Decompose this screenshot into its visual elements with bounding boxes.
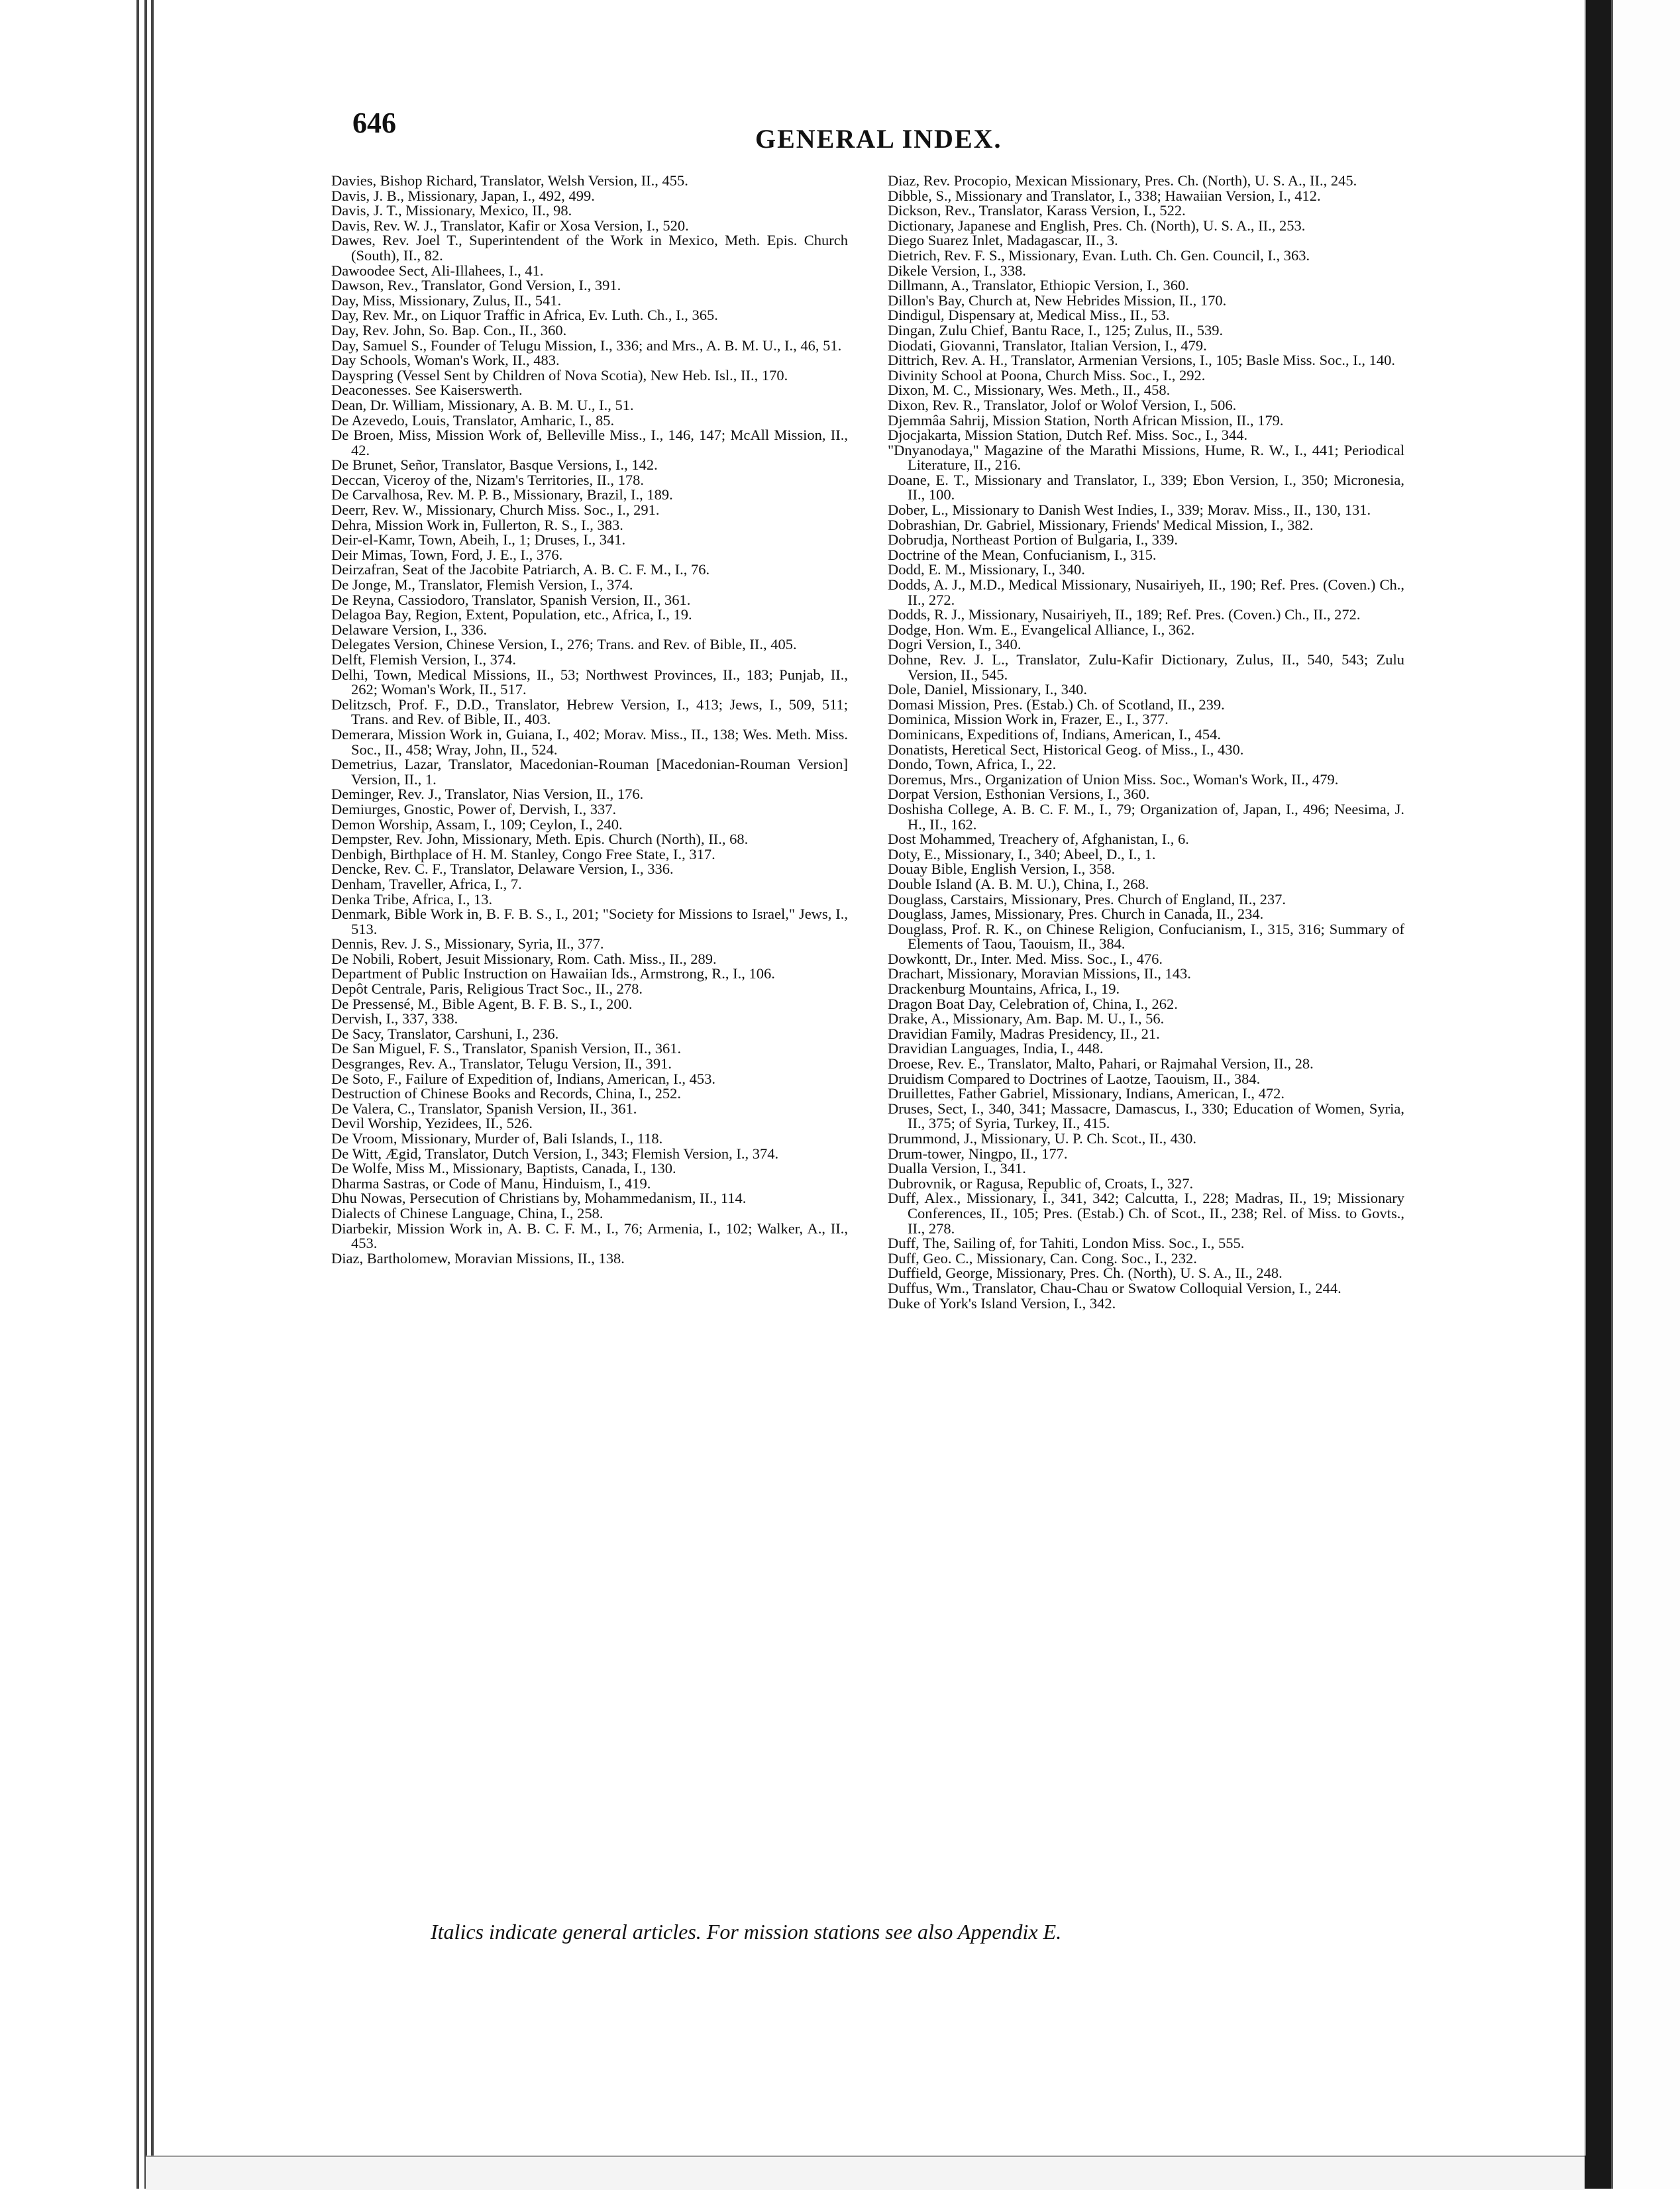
page-stack-edge [144, 0, 147, 2189]
index-entry: Dawoodee Sect, Ali-Illahees, I., 41. [331, 262, 544, 279]
index-entry: Desgranges, Rev. A., Translator, Telugu Version, II., 391. [331, 1055, 672, 1072]
index-entry: Donatists, Heretical Sect, Historical Geog. of Miss., I., 430. [888, 741, 1244, 758]
facing-page-edge [1611, 0, 1680, 2189]
index-entry: Dencke, Rev. C. F., Translator, Delaware Version, I., 336. [331, 860, 674, 878]
index-entry: Dialects of Chinese Language, China, I., 258. [331, 1204, 604, 1222]
index-entry: Destruction of Chinese Books and Records, China, I., 252. [331, 1085, 682, 1102]
index-entry: Diodati, Giovanni, Translator, Italian Version, I., 479. [888, 337, 1207, 354]
index-entry: Day, Rev. Mr., on Liquor Traffic in Africa, Ev. Luth. Ch., I., 365. [331, 307, 718, 324]
index-entry: Dixon, Rev. R., Translator, Jolof or Wolof Version, I., 506. [888, 396, 1237, 413]
index-entry: De Soto, F., Failure of Expedition of, Indians, American, I., 453. [331, 1070, 715, 1087]
index-entry: Dhu Nowas, Persecution of Christians by, Mohammedanism, II., 114. [331, 1190, 747, 1207]
index-entry: De Carvalhosa, Rev. M. P. B., Missionary, Brazil, I., 189. [331, 486, 673, 503]
index-entry: Department of Public Instruction on Hawaiian Ids., Armstrong, R., I., 106. [331, 965, 775, 982]
index-entry: Drum-tower, Ningpo, II., 177. [888, 1145, 1068, 1162]
index-entry: Dodd, E. M., Missionary, I., 340. [888, 561, 1085, 578]
index-entry: Dober, L., Missionary to Danish West Indies, I., 339; Morav. Miss., II., 130, 131. [888, 501, 1371, 519]
index-entry: Depôt Centrale, Paris, Religious Tract Soc., II., 278. [331, 980, 643, 998]
index-entry: Drummond, J., Missionary, U. P. Ch. Scot., II., 430. [888, 1130, 1197, 1147]
index-entry: Dikele Version, I., 338. [888, 262, 1026, 279]
index-entry: Dittrich, Rev. A. H., Translator, Armenian Versions, I., 105; Basle Miss. Soc., I., 140. [888, 352, 1395, 369]
index-entry: Demerara, Mission Work in, Guiana, I., 402; Morav. Miss., II., 138; Wes. Meth. Miss. Soc., II., 458; Wray, John, II., 524. [331, 725, 848, 758]
index-entry: Duff, Geo. C., Missionary, Can. Cong. Soc., I., 232. [888, 1249, 1197, 1267]
index-entry: Dawson, Rev., Translator, Gond Version, I., 391. [331, 277, 621, 294]
index-entry: Dibble, S., Missionary and Translator, I., 338; Hawaiian Version, I., 412. [888, 187, 1321, 204]
index-entry: Delagoa Bay, Region, Extent, Population, etc., Africa, I., 19. [331, 606, 692, 623]
index-entry: Dravidian Languages, India, I., 448. [888, 1040, 1104, 1057]
index-entry: Druses, Sect, I., 340, 341; Massacre, Damascus, I., 330; Education of Women, Syria, II., 375; of Syria, Turkey, II., 415. [888, 1100, 1404, 1132]
index-entry: De Broen, Miss, Mission Work of, Belleville Miss., I., 146, 147; McAll Mission, II., 42. [331, 427, 848, 458]
index-entry: De Reyna, Cassiodoro, Translator, Spanish Version, II., 361. [331, 591, 691, 608]
index-entry: Dobrashian, Dr. Gabriel, Missionary, Friends' Medical Mission, I., 382. [888, 516, 1314, 533]
index-entry: De Valera, C., Translator, Spanish Version, II., 361. [331, 1100, 637, 1117]
index-entry: Djocjakarta, Mission Station, Dutch Ref. Miss. Soc., I., 344. [888, 427, 1248, 444]
index-entry: Day Schools, Woman's Work, II., 483. [331, 352, 560, 369]
page-bottom-edge [146, 2156, 1585, 2190]
index-entry: Delaware Version, I., 336. [331, 621, 488, 638]
index-entry: Delitzsch, Prof. F., D.D., Translator, Hebrew Version, I., 413; Jews, I., 509, 511; Trans. and Rev. of Bible, II., 403. [331, 696, 848, 728]
index-entry: Dean, Dr. William, Missionary, A. B. M. U., I., 51. [331, 396, 634, 413]
index-entry: Dost Mohammed, Treachery of, Afghanistan, I., 6. [888, 831, 1189, 848]
index-entry: Dowkontt, Dr., Inter. Med. Miss. Soc., I., 476. [888, 950, 1163, 967]
index-entry: De San Miguel, F. S., Translator, Spanish Version, II., 361. [331, 1040, 682, 1057]
index-entry: Dictionary, Japanese and English, Pres. Ch. (North), U. S. A., II., 253. [888, 217, 1306, 234]
index-entry: Deir-el-Kamr, Town, Abeih, I., 1; Druses, I., 341. [331, 531, 626, 548]
index-entry: Dodds, R. J., Missionary, Nusairiyeh, II., 189; Ref. Pres. (Coven.) Ch., II., 272. [888, 606, 1361, 623]
index-entry: Druillettes, Father Gabriel, Missionary, Indians, American, I., 472. [888, 1085, 1285, 1102]
index-entry: Dietrich, Rev. F. S., Missionary, Evan. Luth. Ch. Gen. Council, I., 363. [888, 246, 1310, 264]
index-entry: Dodge, Hon. Wm. E., Evangelical Alliance, I., 362. [888, 621, 1195, 638]
index-entry: Denka Tribe, Africa, I., 13. [331, 890, 493, 908]
index-entry: De Sacy, Translator, Carshuni, I., 236. [331, 1025, 559, 1042]
index-entry: Douglass, Carstairs, Missionary, Pres. Church of England, II., 237. [888, 890, 1286, 908]
index-entry: Dempster, Rev. John, Missionary, Meth. Epis. Church (North), II., 68. [331, 831, 749, 848]
index-entry: Dobrudja, Northeast Portion of Bulgaria, I., 339. [888, 531, 1179, 548]
index-entry: Doane, E. T., Missionary and Translator, I., 339; Ebon Version, I., 350; Micronesia, II., 100. [888, 471, 1404, 503]
index-entry: Dodds, A. J., M.D., Medical Missionary, Nusairiyeh, II., 190; Ref. Pres. (Coven.) Ch., II., 272. [888, 576, 1404, 608]
index-entry: Davis, Rev. W. J., Translator, Kafir or Xosa Version, I., 520. [331, 217, 689, 234]
index-entry: Day, Miss, Missionary, Zulus, II., 541. [331, 291, 562, 309]
index-entry: Duke of York's Island Version, I., 342. [888, 1294, 1116, 1312]
index-entry: De Pressensé, M., Bible Agent, B. F. B. S., I., 200. [331, 995, 633, 1012]
index-entry: Devil Worship, Yezidees, II., 526. [331, 1115, 533, 1132]
index-entry: Day, Samuel S., Founder of Telugu Mission, I., 336; and Mrs., A. B. M. U., I., 46, 51. [331, 337, 842, 354]
index-column-right [888, 174, 1404, 1311]
index-entry: Day, Rev. John, So. Bap. Con., II., 360. [331, 321, 567, 339]
index-entry: Deirzafran, Seat of the Jacobite Patriarch, A. B. C. F. M., I., 76. [331, 561, 710, 578]
page-footer-note: Italics indicate general articles. For mission stations see also Appendix E. [431, 1920, 1062, 1944]
index-entry: Duff, The, Sailing of, for Tahiti, London Miss. Soc., I., 555. [888, 1235, 1245, 1252]
index-entry: Deminger, Rev. J., Translator, Nias Version, II., 176. [331, 786, 644, 803]
index-entry: Duffus, Wm., Translator, Chau-Chau or Swatow Colloquial Version, I., 244. [888, 1279, 1341, 1296]
index-entry: Drachart, Missionary, Moravian Missions, II., 143. [888, 965, 1191, 982]
index-entry: Davis, J. T., Missionary, Mexico, II., 98. [331, 202, 572, 219]
index-entry: Denham, Traveller, Africa, I., 7. [331, 875, 522, 892]
index-entry: Dorpat Version, Esthonian Versions, I., 360. [888, 786, 1150, 803]
index-entry: Diarbekir, Mission Work in, A. B. C. F. M., I., 76; Armenia, I., 102; Walker, A., II., 453. [331, 1220, 848, 1252]
index-entry: Double Island (A. B. M. U.), China, I., 268. [888, 875, 1149, 892]
index-entry: De Nobili, Robert, Jesuit Missionary, Rom. Cath. Miss., II., 289. [331, 950, 717, 967]
page-header: GENERAL INDEX. [755, 124, 1002, 154]
index-entry: Delft, Flemish Version, I., 374. [331, 651, 516, 668]
index-column-left [331, 174, 848, 1266]
index-entry: Dehra, Mission Work in, Fullerton, R. S., I., 383. [331, 516, 623, 533]
index-entry: Dixon, M. C., Missionary, Wes. Meth., II., 458. [888, 382, 1171, 399]
index-entry: Dohne, Rev. J. L., Translator, Zulu-Kafir Dictionary, Zulus, II., 540, 543; Zulu Version, II., 545. [888, 651, 1404, 683]
index-entry: Douglass, James, Missionary, Pres. Church in Canada, II., 234. [888, 906, 1264, 923]
index-entry: Djemmâa Sahrij, Mission Station, North African Mission, II., 179. [888, 411, 1284, 429]
index-entry: Demon Worship, Assam, I., 109; Ceylon, I., 240. [331, 815, 623, 833]
book-gutter [1585, 0, 1611, 2189]
index-entry: Duffield, George, Missionary, Pres. Ch. (North), U. S. A., II., 248. [888, 1265, 1283, 1282]
index-entry: Diaz, Rev. Procopio, Mexican Missionary, Pres. Ch. (North), U. S. A., II., 245. [888, 172, 1357, 189]
page-number: 646 [352, 107, 396, 139]
index-entry: Dayspring (Vessel Sent by Children of Nova Scotia), New Heb. Isl., II., 170. [331, 366, 788, 384]
index-entry: Dubrovnik, or Ragusa, Republic of, Croats, I., 327. [888, 1174, 1194, 1192]
index-entry: Diaz, Bartholomew, Moravian Missions, II., 138. [331, 1249, 625, 1267]
index-entry: Denmark, Bible Work in, B. F. B. S., I., 201; "Society for Missions to Israel," Jews, I., 513. [331, 906, 848, 937]
index-entry: Drake, A., Missionary, Am. Bap. M. U., I., 56. [888, 1010, 1165, 1027]
index-entry: Davis, J. B., Missionary, Japan, I., 492, 499. [331, 187, 595, 204]
index-entry: De Wolfe, Miss M., Missionary, Baptists, Canada, I., 130. [331, 1160, 676, 1177]
index-entry: Denbigh, Birthplace of H. M. Stanley, Congo Free State, I., 317. [331, 845, 715, 862]
index-entry: Dragon Boat Day, Celebration of, China, I., 262. [888, 995, 1178, 1012]
index-entry: Deir Mimas, Town, Ford, J. E., I., 376. [331, 546, 563, 563]
index-entry: Dingan, Zulu Chief, Bantu Race, I., 125; Zulus, II., 539. [888, 321, 1224, 339]
index-entry: Drackenburg Mountains, Africa, I., 19. [888, 980, 1120, 998]
index-entry: Dole, Daniel, Missionary, I., 340. [888, 681, 1087, 698]
index-entry: Douay Bible, English Version, I., 358. [888, 860, 1116, 878]
index-entry: De Vroom, Missionary, Murder of, Bali Islands, I., 118. [331, 1130, 663, 1147]
index-entry: Delegates Version, Chinese Version, I., 276; Trans. and Rev. of Bible, II., 405. [331, 636, 797, 653]
index-entry: Domasi Mission, Pres. (Estab.) Ch. of Scotland, II., 239. [888, 696, 1225, 713]
index-entry: Droese, Rev. E., Translator, Malto, Pahari, or Rajmahal Version, II., 28. [888, 1055, 1314, 1072]
index-entry: Deerr, Rev. W., Missionary, Church Miss. Soc., I., 291. [331, 501, 660, 519]
index-entry: Dominicans, Expeditions of, Indians, American, I., 454. [888, 725, 1222, 743]
index-entry: Dogri Version, I., 340. [888, 636, 1022, 653]
index-entry: Dawes, Rev. Joel T., Superintendent of the Work in Mexico, Meth. Epis. Church (South), II., 82. [331, 232, 848, 264]
index-entry: Doty, E., Missionary, I., 340; Abeel, D., I., 1. [888, 845, 1156, 862]
index-entry: Douglass, Prof. R. K., on Chinese Religion, Confucianism, I., 315, 316; Summary of Elements of Taou, Taouism, II., 384. [888, 920, 1404, 953]
index-entry: Dickson, Rev., Translator, Karass Version, I., 522. [888, 202, 1186, 219]
index-entry: Demiurges, Gnostic, Power of, Dervish, I., 337. [331, 800, 617, 817]
index-entry: Davies, Bishop Richard, Translator, Welsh Version, II., 455. [331, 172, 688, 189]
scan-margin-left [0, 0, 139, 2189]
index-entry: Dillon's Bay, Church at, New Hebrides Mission, II., 170. [888, 291, 1227, 309]
index-entry: Deaconesses. See Kaiserswerth. [331, 382, 523, 399]
index-entry: Dindigul, Dispensary at, Medical Miss., II., 53. [888, 307, 1170, 324]
index-entry: Diego Suarez Inlet, Madagascar, II., 3. [888, 232, 1118, 249]
index-entry: Dillmann, A., Translator, Ethiopic Version, I., 360. [888, 277, 1189, 294]
index-entry: Demetrius, Lazar, Translator, Macedonian-Rouman [Macedonian-Rouman Version] Version, II., 1. [331, 756, 848, 788]
index-entry: Dominica, Mission Work in, Frazer, E., I., 377. [888, 711, 1169, 728]
index-entry: Dervish, I., 337, 338. [331, 1010, 458, 1027]
index-entry: Druidism Compared to Doctrines of Laotze, Taouism, II., 384. [888, 1070, 1261, 1087]
index-entry: "Dnyanodaya," Magazine of the Marathi Missions, Hume, R. W., I., 441; Periodical Literature, II., 216. [888, 441, 1404, 474]
index-entry: De Brunet, Señor, Translator, Basque Versions, I., 142. [331, 456, 658, 474]
index-entry: De Azevedo, Louis, Translator, Amharic, I., 85. [331, 411, 615, 429]
index-entry: Dondo, Town, Africa, I., 22. [888, 756, 1057, 773]
index-entry: Dennis, Rev. J. S., Missionary, Syria, II., 377. [331, 935, 604, 953]
page-stack-edge [136, 0, 139, 2189]
index-entry: Dravidian Family, Madras Presidency, II., 21. [888, 1025, 1160, 1042]
index-entry: Duff, Alex., Missionary, I., 341, 342; Calcutta, I., 228; Madras, II., 19; Missionary Conferences, II., 105; Pres. (Estab.) Ch. of Scot., II., 238; Rel. of Miss. to Govts., II., 278. [888, 1190, 1404, 1237]
index-entry: Dharma Sastras, or Code of Manu, Hinduism, I., 419. [331, 1174, 651, 1192]
index-entry: Dualla Version, I., 341. [888, 1160, 1026, 1177]
index-entry: De Witt, Ægid, Translator, Dutch Version, I., 343; Flemish Version, I., 374. [331, 1145, 779, 1162]
index-entry: Delhi, Town, Medical Missions, II., 53; Northwest Provinces, II., 183; Punjab, II., 262; Woman's Work, II., 517. [331, 666, 848, 698]
index-entry: De Jonge, M., Translator, Flemish Version, I., 374. [331, 576, 633, 594]
index-entry: Doremus, Mrs., Organization of Union Miss. Soc., Woman's Work, II., 479. [888, 770, 1339, 788]
index-entry: Divinity School at Poona, Church Miss. Soc., I., 292. [888, 366, 1206, 384]
index-entry: Doshisha College, A. B. C. F. M., I., 79; Organization of, Japan, I., 496; Neesima, J. H., II., 162. [888, 800, 1404, 833]
index-entry: Deccan, Viceroy of the, Nizam's Territories, II., 178. [331, 471, 645, 488]
index-entry: Doctrine of the Mean, Confucianism, I., 315. [888, 546, 1157, 563]
